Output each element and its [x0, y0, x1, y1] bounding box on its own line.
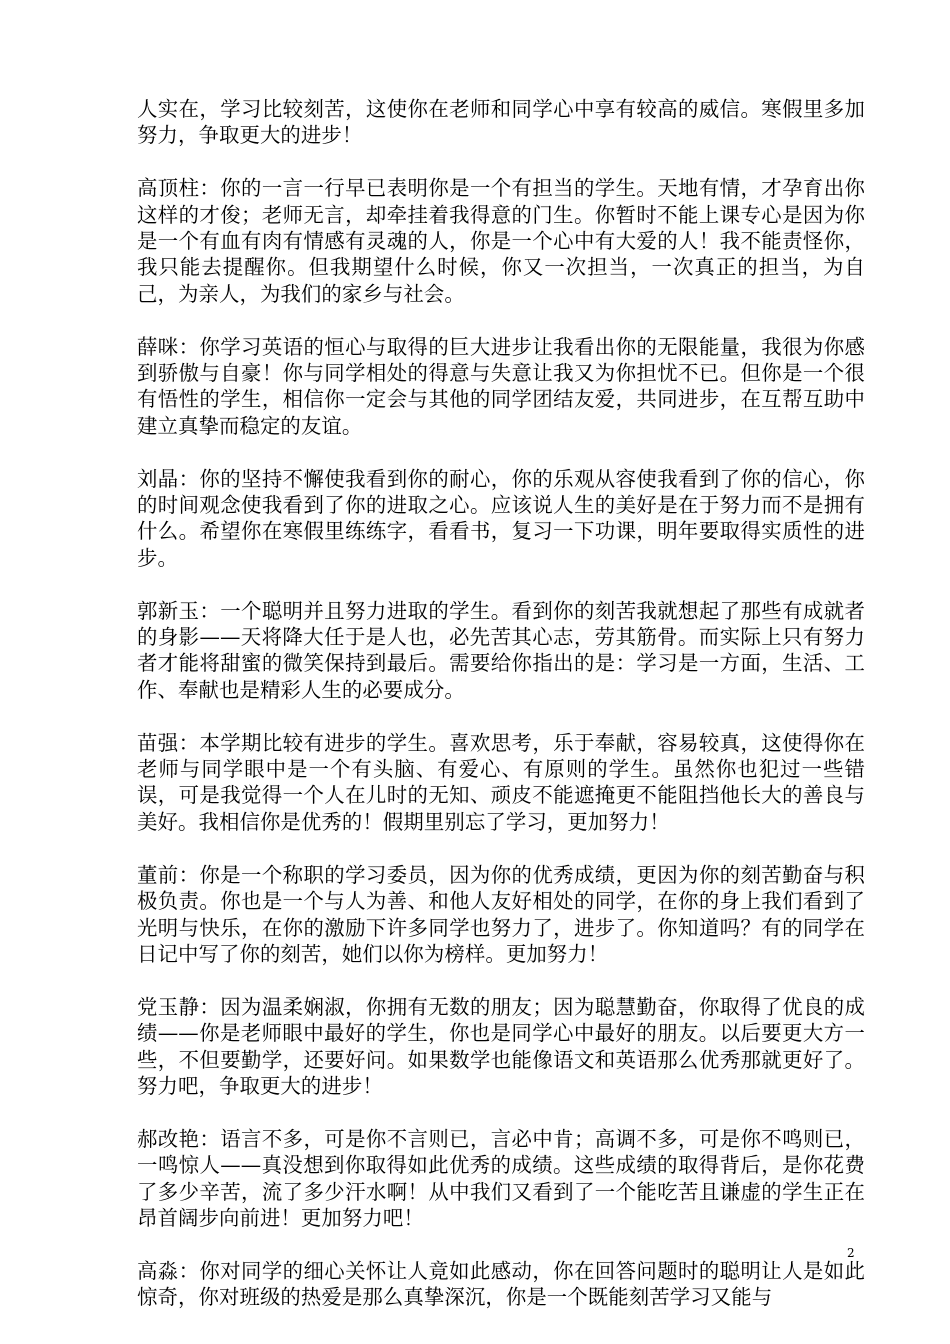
comment-paragraph: 郝改艳：语言不多，可是你不言则已，言必中肯；高调不多，可是你不鸣则已，一鸣惊人——真没想到你取得如此优秀的成绩。这些成绩的取得背后，是你花费了多少辛苦，流了多少汗水啊！从中我们又看到了一个能吃苦且谦虚的学生正在昂首阔步向前进！更加努力吧！ — [137, 1126, 865, 1230]
document-body — [137, 96, 865, 1337]
comment-paragraph: 党玉静：因为温柔娴淑，你拥有无数的朋友；因为聪慧勤奋，你取得了优良的成绩——你是老师眼中最好的学生，你也是同学心中最好的朋友。以后要更大方一些，不但要勤学，还要好问。如果数学也能像语文和英语那么优秀那就更好了。努力吧，争取更大的进步！ — [137, 994, 865, 1098]
comment-paragraph: 高顶柱：你的一言一行早已表明你是一个有担当的学生。天地有情，才孕育出你这样的才俊；老师无言，却牵挂着我得意的门生。你暂时不能上课专心是因为你是一个有血有肉有情感有灵魂的人，你是一个心中有大爱的人！我不能责怪你，我只能去提醒你。但我期望什么时候，你又一次担当，一次真正的担当，为自己，为亲人，为我们的家乡与社会。 — [137, 176, 865, 306]
comment-paragraph: 高淼：你对同学的细心关怀让人竟如此感动，你在回答问题时的聪明让人是如此惊奇，你对班级的热爱是那么真挚深沉，你是一个既能刻苦学习又能与 — [137, 1258, 865, 1310]
comment-paragraph: 薛咪：你学习英语的恒心与取得的巨大进步让我看出你的无限能量，我很为你感到骄傲与自豪！你与同学相处的得意与失意让我又为你担忧不已。但你是一个很有悟性的学生，相信你一定会与其他的同学团结友爱，共同进步，在互帮互助中建立真挚而稳定的友谊。 — [137, 334, 865, 438]
comment-paragraph: 刘晶：你的坚持不懈使我看到你的耐心，你的乐观从容使我看到了你的信心，你的时间观念使我看到了你的进取之心。应该说人生的美好是在于努力而不是拥有什么。希望你在寒假里练练字，看看书，复习一下功课，明年要取得实质性的进步。 — [137, 466, 865, 570]
comment-paragraph: 董前：你是一个称职的学习委员，因为你的优秀成绩，更因为你的刻苦勤奋与积极负责。你也是一个与人为善、和他人友好相处的同学，在你的身上我们看到了光明与快乐，在你的激励下许多同学也努力了，进步了。你知道吗？有的同学在日记中写了你的刻苦，她们以你为榜样。更加努力！ — [137, 862, 865, 966]
comment-paragraph: 苗强：本学期比较有进步的学生。喜欢思考，乐于奉献，容易较真，这使得你在老师与同学眼中是一个有头脑、有爱心、有原则的学生。虽然你也犯过一些错误，可是我觉得一个人在儿时的无知、顽皮不能遮掩更不能阻挡他长大的善良与美好。我相信你是优秀的！假期里别忘了学习，更加努力！ — [137, 730, 865, 834]
comment-paragraph: 郭新玉：一个聪明并且努力进取的学生。看到你的刻苦我就想起了那些有成就者的身影——天将降大任于是人也，必先苦其心志，劳其筋骨。而实际上只有努力者才能将甜蜜的微笑保持到最后。需要给你指出的是：学习是一方面，生活、工作、奉献也是精彩人生的必要成分。 — [137, 598, 865, 702]
comment-paragraph: 人实在，学习比较刻苦，这使你在老师和同学心中享有较高的威信。寒假里多加努力，争取更大的进步！ — [137, 97, 865, 148]
page-number: 2 — [847, 1246, 855, 1260]
